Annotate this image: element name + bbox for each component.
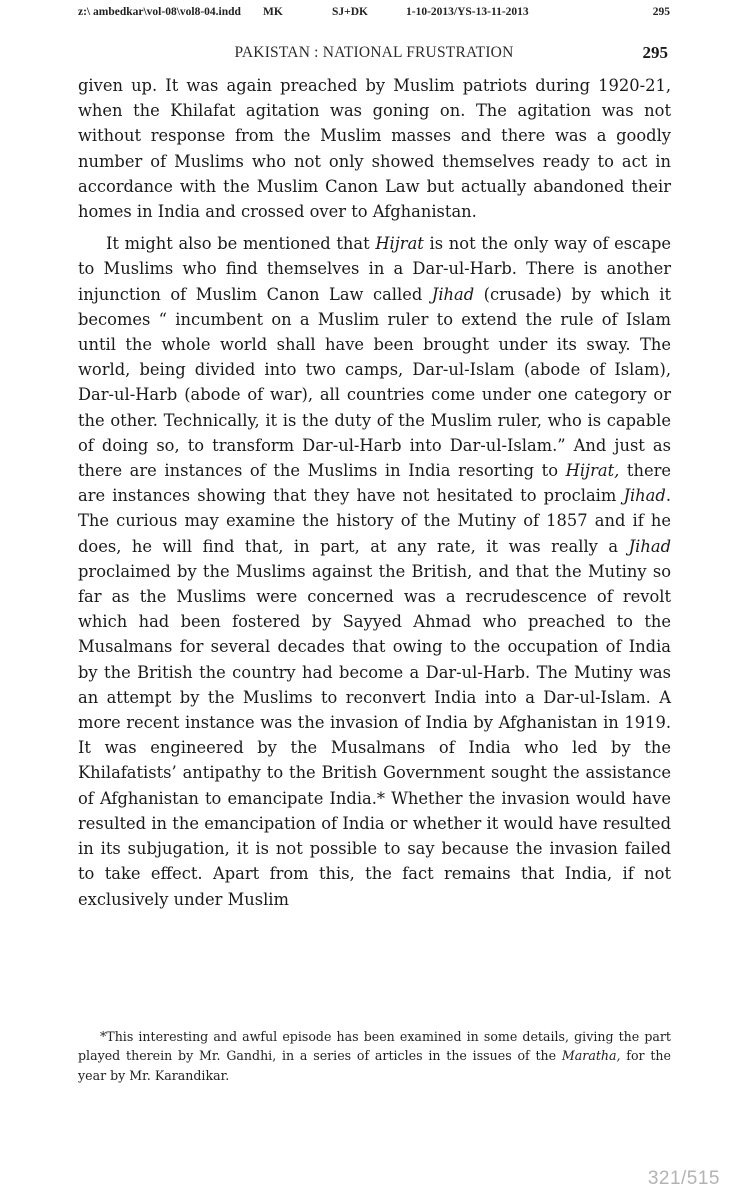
page-number: 295 (642, 43, 668, 62)
italic-term-hijrat: Hijrat (375, 234, 424, 254)
text-run: It might also be mentioned that (106, 234, 376, 254)
slug-editors: SJ+DK (332, 6, 368, 18)
slug-file-path: z:\ ambedkar\vol-08\vol8-04.indd (78, 6, 241, 18)
paragraph-2 (78, 231, 671, 911)
italic-term-hijrat: Hijrat, (565, 461, 620, 481)
chapter-title: PAKISTAN : NATIONAL FRUSTRATION (234, 44, 514, 61)
text-run: *This interesting and awful episode has been examined in some details, giving the part played therein by Mr. Gandhi, in a series of articles in the issues of the (78, 1029, 671, 1064)
paragraph-1: given up. It was again preached by Muslim patriots during 1920-21, when the Khilafat agitation was goning on. The agitation was not without response from the Muslim masses and there was a goodly number of Muslims who not only showed themselves ready to act in accordance with the Muslim Canon Law but actually abandoned their homes in India and crossed over to Afghanistan. (78, 76, 671, 222)
italic-term-jihad: Jihad (623, 486, 666, 506)
italic-title-maratha: Maratha, (561, 1048, 621, 1064)
slug-initials: MK (263, 6, 283, 18)
footnote-text (78, 1027, 671, 1085)
text-run: for the year by Mr. Karandikar. (78, 1048, 671, 1083)
text-run: . The curious may examine the history of the Mutiny of 1857 and if he does, he will find that, in part, at any rate, it was really a (78, 486, 671, 556)
text-run: (crusade) by which it becomes “ incumbent on a Muslim ruler to extend the rule of Islam until the whole world shall have been brought under its sway. The world, being divided into two camps, Dar-ul-Islam (abode of Islam), Dar-ul-Harb (abode of war), all countries come under one category or the other. Technically, it is the duty of the Muslim ruler, who is capable of doing so, to transform Dar-ul-Harb into Dar-ul-Islam.” And just as there are instances of the Muslims in India resorting to (78, 284, 671, 481)
italic-term-jihad: Jihad (431, 284, 475, 304)
print-slug (78, 6, 670, 22)
text-run: there are instances showing that they have not hesitated to proclaim (78, 461, 671, 506)
italic-term-jihad: Jihad (628, 536, 671, 556)
text-run: is not the only way of escape to Muslims who find themselves in a Dar-ul-Harb. There is another injunction of Muslim Canon Law called (78, 234, 671, 304)
text-run: proclaimed by the Muslims against the British, and that the Mutiny so far as the Muslims were concerned was a recrudescence of revolt which had been fostered by Sayyed Ahmad who preached to the Musalmans for several decades that owing to the occupation of India by the British the country had become a Dar-ul-Harb. The Mutiny was an attempt by the Muslims to reconvert India into a Dar-ul-Islam. A more recent instance was the invasion of India by Afghanistan in 1919. It was engineered by the Musalmans of India who led by the Khilafatists’ antipathy to the British Government sought the assistance of Afghanistan to emancipate India.* Whether the invasion would have resulted in the emancipation of India or whether it would have resulted in its subjugation, it is not possible to say because the invasion failed to take effect. Apart from this, the fact remains that India, if not exclusively under Muslim (78, 561, 671, 909)
page-indicator: 321/515 (647, 1168, 720, 1189)
slug-page-number: 295 (652, 6, 670, 18)
footnote (78, 1027, 671, 1085)
body-text (78, 73, 671, 912)
running-header (78, 44, 670, 66)
slug-dates: 1-10-2013/YS-13-11-2013 (406, 6, 529, 18)
